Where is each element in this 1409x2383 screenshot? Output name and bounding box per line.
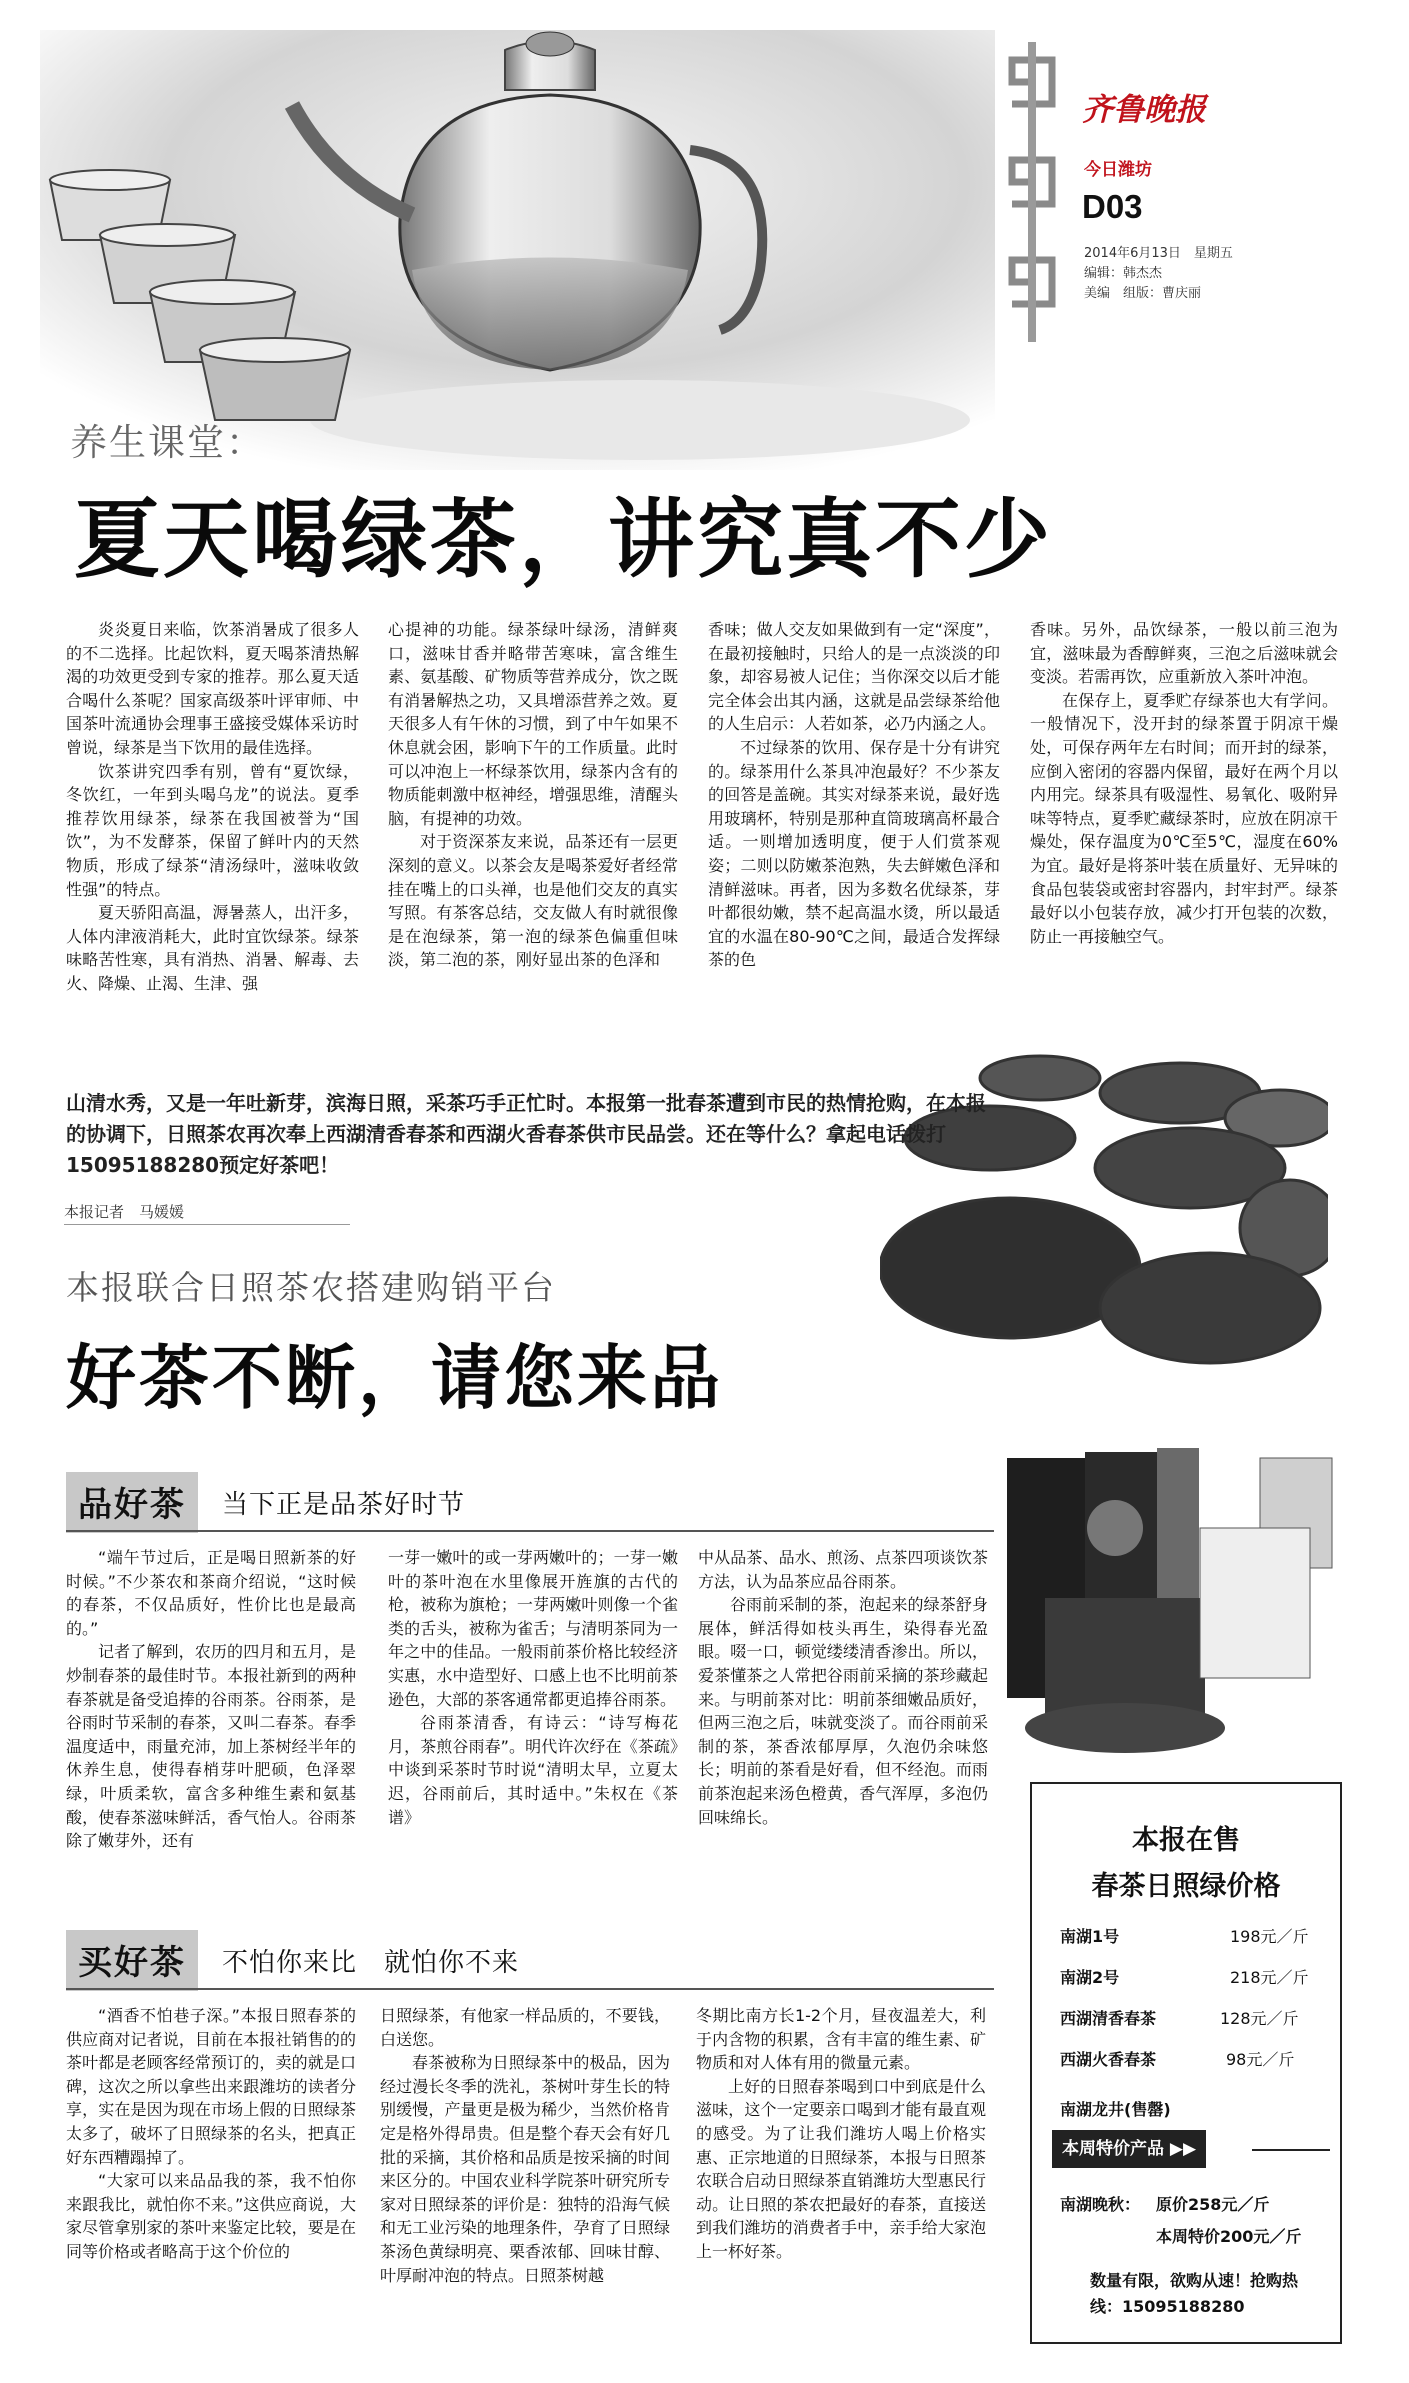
price-row: [1060, 1965, 1320, 1988]
section-rule: [66, 1530, 994, 1532]
paragraph: 饮茶讲究四季有别，曾有“夏饮绿，冬饮红，一年到头喝乌龙”的说法。夏季推荐饮用绿茶，绿茶在我国被誉为“国饮”，为不发酵茶，保留了鲜叶内的天然物质，形成了绿茶“清汤绿叶，滋味收敛性强”的特点。: [66, 761, 359, 899]
paragraph: “大家可以来品品我的茶，我不怕你来跟我比，就怕你不来。”这供应商说，大家尽管拿别家的茶叶来鉴定比较，要是在同等价格或者略高于这个价位的: [66, 2171, 356, 2261]
paragraph: 记者了解到，农历的四月和五月，是炒制春茶的最佳时节。本报社新到的两种春茶就是备受追捧的谷雨茶。谷雨茶，是谷雨时节采制的春茶，又叫二春茶。春季温度适中，雨量充沛，加上茶树经半年的休养生息，使得春梢芽叶肥硕，色泽翠绿，叶质柔软，富含多种维生素和氨基酸，使春茶滋味鲜活，香气怡人。谷雨茶除了嫩芽外，还有: [66, 1642, 356, 1851]
section-heading-mai: [66, 1930, 519, 1991]
section-subtitle: 不怕你来比 就怕你不来: [222, 1948, 520, 1978]
article1-kicker: 养生课堂：: [70, 421, 265, 464]
article2-intro: 山清水秀，又是一年吐新芽，滨海日照，采茶巧手正忙时。本报第一批春茶遭到市民的热情抢购，在本报的协调下，日照茶农再次奉上西湖清香春茶和西湖火香春茶供市民品尝。还在等什么？拿起电话拨打15095188280预定好茶吧！: [66, 1091, 986, 1177]
mai-column-1: [66, 2004, 356, 2264]
paragraph: 一芽一嫩叶的或一芽两嫩叶的；一芽一嫩叶的茶叶泡在水里像展开旌旗的古代的枪，被称为旗枪；一芽两嫩叶则像一个雀类的舌头，被称为雀舌；与清明茶同为一年之中的佳品。一般雨前茶价格比较经济实惠，水中造型好、口感上也不比明前茶逊色，大部的茶客通常都更追捧谷雨茶。: [388, 1548, 678, 1709]
special-row: [1060, 2192, 1320, 2215]
paragraph: 谷雨前采制的茶，泡起来的绿茶舒身展体，鲜活得如枝头再生，染得春光盈眼。啜一口，顿觉缕缕清香渗出。所以，爱茶懂茶之人常把谷雨前采摘的茶珍藏起来。与明前茶对比：明前茶细嫩品质好，但两三泡之后，味就变淡了。而谷雨前采制的茶，茶香浓郁厚厚，久泡仍余味悠长；明前的茶看是好看，但不经泡。而雨前茶泡起来汤色橙黄，香气浑厚，多泡仍回味绵长。: [698, 1595, 988, 1827]
section-label: 买好茶: [66, 1930, 198, 1991]
paragraph: 上好的日照春茶喝到口中到底是什么滋味，这个一定要亲口喝到才能有最直观的感受。为了让我们潍坊人喝上价格实惠、正宗地道的日照绿茶，本报与日照茶农联合启动日照绿茶直销潍坊大型惠民行动。让日照的茶农把最好的春茶，直接送到我们潍坊的消费者手中，亲手给大家泡上一杯好茶。: [696, 2076, 986, 2261]
order-hotline: 数量有限，欲购从速！抢购热线：15095188280: [1090, 2271, 1299, 2316]
paragraph: “端午节过后，正是喝日照新茶的好时候。”不少茶农和茶商介绍说，“这时候的春茶，不仅品质好，性价比也是最高的。”: [66, 1548, 356, 1638]
section-subtitle: 当下正是品茶好时节: [222, 1490, 466, 1520]
paragraph: 中从品茶、品水、煎汤、点茶四项谈饮茶方法，认为品茶应品谷雨茶。: [698, 1548, 988, 1591]
product-name: 南湖2号: [1060, 1968, 1120, 1987]
paragraph: 谷雨茶清香，有诗云：“诗写梅花月，茶煎谷雨春”。明代许次纾在《茶疏》中谈到采茶时节时说“清明太早，立夏太迟，谷雨前后，其时适中。”朱权在《茶谱》: [388, 1713, 678, 1827]
section-rule: [66, 1988, 994, 1990]
product-price: 198元／斤: [1230, 1927, 1309, 1946]
article1-column-2: [388, 618, 678, 972]
page-number: D03: [1082, 188, 1143, 225]
section-label: 品好茶: [66, 1472, 198, 1533]
pin-column-1: [66, 1546, 356, 1853]
product-price: 128元／斤: [1220, 2009, 1299, 2028]
special-original-price: 原价258元／斤: [1156, 2195, 1270, 2214]
paragraph: 春茶被称为日照绿茶中的极品，因为经过漫长冬季的洗礼，茶树叶芽生长的特别缓慢，产量更是极为稀少，当然价格肯定是格外得昂贵。但是整个春天会有好几批的采摘，其价格和品质是按采摘的时间来区分的。中国农业科学院茶叶研究所专家对日照绿茶的评价是：独特的沿海气候和无工业污染的地理条件，孕育了日照绿茶汤色黄绿明亮、栗香浓郁、回味甘醇、叶厚耐冲泡的特点。日照茶树越: [380, 2053, 670, 2285]
product-name: 南湖龙井(售罄): [1060, 2100, 1171, 2119]
product-name: 西湖清香春茶: [1060, 2009, 1157, 2028]
special-offer-rule: [1252, 2149, 1330, 2151]
paragraph: 日照绿茶，有他家一样品质的，不要钱，白送您。: [380, 2006, 670, 2049]
special-product-name: 南湖晚秋：: [1060, 2195, 1141, 2214]
mai-column-2: [380, 2004, 670, 2287]
pin-column-3: [698, 1546, 988, 1829]
paragraph: 夏天骄阳高温，溽暑蒸人，出汗多，人体内津液消耗大，此时宜饮绿茶。绿茶味略苦性寒，具有消热、消暑、解毒、去火、降燥、止渴、生津、强: [66, 903, 359, 993]
article1-column-3: [708, 618, 1000, 972]
section-name: 今日潍坊: [1084, 160, 1152, 180]
pin-column-2: [388, 1546, 678, 1829]
tea-packages-photo: [1005, 1448, 1337, 1760]
price-box: [1030, 1782, 1342, 2344]
product-name: 南湖1号: [1060, 1927, 1120, 1946]
paragraph: 香味；做人交友如果做到有一定“深度”，在最初接触时，只给人的是一点淡淡的印象，却容易被人记住；当你深交以后才能完全体会出其内涵，这就是品尝绿茶给他的人生启示：人若如茶，必乃内涵之人。: [708, 620, 1000, 734]
product-price: 98元／斤: [1226, 2050, 1295, 2069]
byline: 本报记者 马媛媛: [64, 1203, 185, 1221]
price-row: [1060, 1924, 1320, 1947]
price-row: [1060, 2047, 1320, 2070]
article2-kicker: 本报联合日照茶农搭建购销平台: [66, 1268, 556, 1307]
price-row: [1060, 2097, 1320, 2120]
paragraph: 香味。另外，品饮绿茶，一般以前三泡为宜，滋味最为香醇鲜爽，三泡之后滋味就会变淡。若需再饮，应重新放入茶叶冲泡。: [1030, 620, 1338, 687]
paragraph: 心提神的功能。绿茶绿叶绿汤，清鲜爽口，滋味甘香并略带苦寒味，富含维生素、氨基酸、矿物质等营养成分，饮之既有消暑解热之功，又具增添营养之效。夏天很多人有午休的习惯，到了中午如果不休息就会困，影响下午的工作质量。此时可以冲泡上一杯绿茶饮用，绿茶内含有的物质能刺激中枢神经，增强思维，清醒头脑，有提神的功效。: [388, 620, 678, 828]
byline-rule: [64, 1224, 350, 1225]
mai-column-3: [696, 2004, 986, 2264]
design-credit: 美编 组版：曹庆丽: [1084, 286, 1202, 301]
issue-date: 2014年6月13日 星期五: [1084, 246, 1233, 261]
special-offer-label: 本周特价产品 ▶▶: [1052, 2130, 1206, 2168]
special-offer-banner: [1052, 2130, 1330, 2168]
product-name: 西湖火香春茶: [1060, 2050, 1157, 2069]
article2-headline: 好茶不断，请您来品: [66, 1337, 723, 1419]
section-heading-pin: [66, 1472, 465, 1533]
article1-headline: 夏天喝绿茶，讲究真不少: [74, 490, 1053, 590]
fret-border-ornament: [1002, 42, 1062, 342]
newspaper-name: 齐鲁晚报: [1082, 92, 1206, 128]
article1-column-4: [1030, 618, 1338, 948]
paragraph: 对于资深茶友来说，品茶还有一层更深刻的意义。以茶会友是喝茶爱好者经常挂在嘴上的口头禅，也是他们交友的真实写照。有茶客总结，交友做人有时就很像是在泡绿茶，第一泡的绿茶色偏重但味淡，第二泡的茶，刚好显出茶的色泽和: [388, 832, 678, 970]
paragraph: 炎炎夏日来临，饮茶消暑成了很多人的不二选择。比起饮料，夏天喝茶清热解渴的功效更受到专家的推荐。那么夏天适合喝什么茶呢？国家高级茶叶评审师、中国茶叶流通协会理事王盛接受媒体采访时曾说，绿茶是当下饮用的最佳选择。: [66, 620, 359, 757]
article1-column-1: [66, 618, 359, 996]
paragraph: 在保存上，夏季贮存绿茶也大有学问。一般情况下，没开封的绿茶置于阴凉干燥处，可保存两年左右时间；而开封的绿茶，应倒入密闭的容器内保留，最好在两个月以内用完。绿茶具有吸湿性、易氧化、吸附异味等特点，夏季贮藏绿茶时，应放在阴凉干燥处，保存温度为0℃至5℃，湿度在60%为宜。最好是将茶叶装在质量好、无异味的食品包装袋或密封容器内，封牢封严。绿茶最好以小包装存放，减少打开包装的次数，防止一再接触空气。: [1030, 690, 1338, 946]
teapot-photo: [40, 30, 995, 470]
product-price: 218元／斤: [1230, 1968, 1309, 1987]
paragraph: “酒香不怕巷子深。”本报日照春茶的供应商对记者说，目前在本报社销售的的茶叶都是老顾客经常预订的，卖的就是口碑，这次之所以拿些出来跟潍坊的读者分享，实在是因为现在市场上假的日照绿茶太多了，破坏了日照绿茶的名头，把真正好东西糟蹋掉了。: [66, 2006, 356, 2167]
paragraph: 不过绿茶的饮用、保存是十分有讲究的。绿茶用什么茶具冲泡最好？不少茶友的回答是盖碗。其实对绿茶来说，最好选用玻璃杯，特别是那种直筒玻璃高杯最合适。一则增加透明度，便于人们赏茶观姿；二则以防嫩茶泡熟，失去鲜嫩色泽和清鲜滋味。再者，因为多数名优绿茶，芽叶都很幼嫩，禁不起高温水烫，所以最适宜的水温在80-90℃之间，最适合发挥绿茶的色: [708, 737, 1000, 970]
editor-credit: 编辑：韩杰杰: [1084, 266, 1163, 281]
price-row: [1060, 2006, 1320, 2029]
price-box-title: 本报在售: [1132, 1825, 1240, 1856]
price-box-subtitle: 春茶日照绿价格: [1091, 1871, 1281, 1902]
paragraph: 冬期比南方长1-2个月，昼夜温差大，利于内含物的积累，含有丰富的维生素、矿物质和对人体有用的微量元素。: [696, 2006, 986, 2073]
special-price: 本周特价200元／斤: [1156, 2227, 1302, 2246]
